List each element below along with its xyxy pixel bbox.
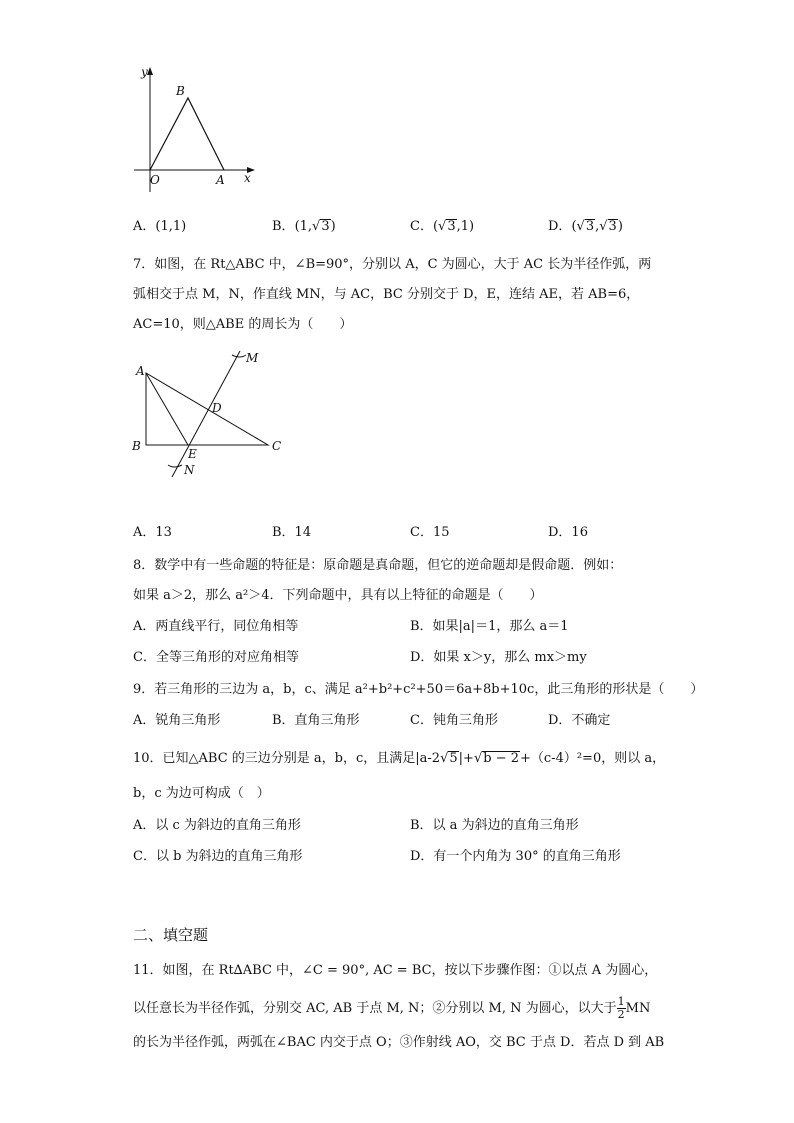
label-m: M bbox=[246, 351, 259, 365]
q10-text-line2: b，c 为边可构成（ ） bbox=[133, 786, 270, 801]
triangle-oba bbox=[150, 98, 224, 170]
label-b: B bbox=[176, 84, 185, 98]
label-e: E bbox=[188, 447, 197, 461]
q11-text-line1: 11．如图，在 Rt∆ABC 中，∠C = 90°, AC = BC，按以下步骤作图：①以点 A 为圆心， bbox=[133, 963, 658, 978]
q10-option-a[interactable]: A．以 c 为斜边的直角三角形 bbox=[133, 818, 301, 833]
q7-text-line2: 弧相交于点 M，N，作直线 MN，与 AC，BC 分别交于 D，E，连结 AE，若 AB=6， bbox=[133, 287, 640, 302]
q10-option-c[interactable]: C．以 b 为斜边的直角三角形 bbox=[133, 849, 303, 864]
q9-text-line1: 9．若三角形的三边为 a，b，c、满足 a²+b²+c²+50＝6a+8b+10c，此三角形的形状是（ ） bbox=[133, 682, 704, 697]
q7-option-d[interactable]: D．16 bbox=[548, 525, 588, 540]
q6-option-b[interactable]: B．(1,√3) bbox=[272, 219, 336, 234]
q6-option-c[interactable]: C．(√3,1) bbox=[410, 219, 475, 234]
section-title-fill-in: 二、填空题 bbox=[133, 926, 209, 944]
label-a: A bbox=[216, 173, 225, 187]
q10-text-line1: 10．已知△ABC 的三边分别是 a，b，c，且满足|a-2√5|+√b − 2+（c-4）²=0，则以 a， bbox=[133, 751, 666, 766]
q9-option-a[interactable]: A．锐角三角形 bbox=[133, 713, 221, 728]
q7-text-line3: AC=10，则△ABE 的周长为（ ） bbox=[133, 317, 353, 332]
q10-option-b[interactable]: B．以 a 为斜边的直角三角形 bbox=[410, 818, 579, 833]
q11-text-line2: 以任意长为半径作弧，分别交 AC, AB 于点 M, N；②分别以 M, N 为圆心，以大于 $\frac{1}{2}$ MN bbox=[133, 995, 651, 1021]
label-c: C bbox=[272, 439, 282, 453]
q7-option-a[interactable]: A．13 bbox=[133, 525, 172, 540]
segment-ae bbox=[146, 373, 188, 445]
q11-text-line3: 的长为半径作弧，两弧在∠BAC 内交于点 O；③作射线 AO，交 BC 于点 D．若点 D 到 AB bbox=[133, 1035, 665, 1050]
label-x: x bbox=[244, 171, 251, 185]
q9-option-b[interactable]: B．直角三角形 bbox=[272, 713, 360, 728]
q6-option-d[interactable]: D．(√3,√3) bbox=[548, 219, 623, 234]
triangle-abc bbox=[146, 373, 268, 445]
label-b: B bbox=[132, 439, 141, 453]
q7-option-b[interactable]: B．14 bbox=[272, 525, 312, 540]
q8-option-a[interactable]: A．两直线平行，同位角相等 bbox=[133, 619, 299, 634]
arc-n bbox=[168, 465, 182, 467]
q7-option-c[interactable]: C．15 bbox=[410, 525, 450, 540]
y-axis-arrow bbox=[147, 67, 153, 75]
label-o: O bbox=[150, 173, 160, 187]
arc-m bbox=[232, 355, 246, 357]
figure-q7 bbox=[128, 345, 298, 485]
q8-option-b[interactable]: B．如果|a|＝1，那么 a＝1 bbox=[410, 619, 569, 634]
label-n: N bbox=[184, 463, 195, 477]
q8-option-d[interactable]: D．如果 x＞y，那么 mx＞my bbox=[410, 650, 587, 665]
q6-option-a[interactable]: A．(1,1) bbox=[133, 219, 187, 234]
fraction-half: $\frac{1}{2}$ bbox=[617, 995, 625, 1021]
label-d: D bbox=[212, 401, 222, 415]
q8-text-line1: 8．数学中有一些命题的特征是：原命题是真命题，但它的逆命题却是假命题．例如： bbox=[133, 558, 623, 573]
q8-text-line2: 如果 a＞2，那么 a²＞4．下列命题中，具有以上特征的命题是（ ） bbox=[133, 588, 543, 603]
label-a: A bbox=[136, 364, 145, 378]
q7-text-line1: 7．如图，在 Rt△ABC 中，∠B=90°，分别以 A，C 为圆心，大于 AC 长为半径作弧，两 bbox=[133, 257, 652, 272]
line-mn bbox=[172, 351, 240, 477]
figure-triangle-axes bbox=[128, 64, 258, 196]
label-y: y bbox=[141, 65, 148, 79]
q9-option-d[interactable]: D．不确定 bbox=[548, 713, 611, 728]
q8-option-c[interactable]: C．全等三角形的对应角相等 bbox=[133, 650, 299, 665]
q10-option-d[interactable]: D．有一个内角为 30° 的直角三角形 bbox=[410, 849, 621, 864]
q9-option-c[interactable]: C．钝角三角形 bbox=[410, 713, 498, 728]
